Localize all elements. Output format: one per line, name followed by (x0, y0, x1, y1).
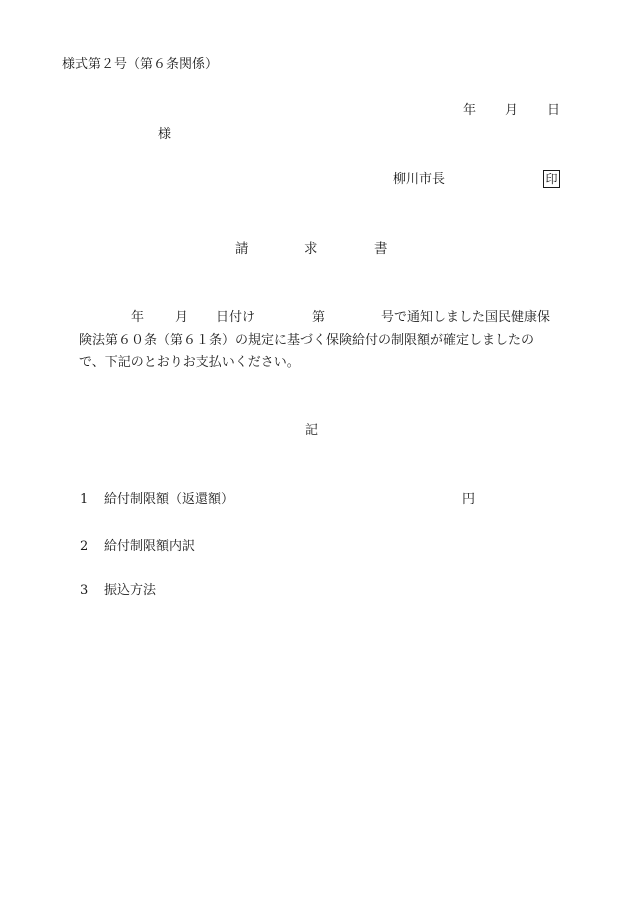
issuer-name: 柳川市長 (393, 172, 446, 187)
body-text-line3: で、下記のとおりお支払いください。 (79, 355, 300, 370)
item-label-breakdown: 給付制限額内訳 (104, 539, 196, 554)
item-number: 2 (80, 539, 89, 554)
document-title-char: 求 (304, 241, 318, 257)
addressee-suffix: 様 (158, 127, 172, 142)
document-title-char: 書 (374, 241, 388, 257)
ki-heading: 記 (305, 423, 319, 438)
date-day-label: 日 (547, 103, 561, 118)
document-title-char: 請 (235, 241, 249, 257)
body-month-label: 月 (175, 310, 189, 325)
seal-mark: 印 (543, 170, 560, 188)
item-label-benefit-limit: 給付制限額（返還額） (104, 492, 235, 507)
item-label-transfer-method: 振込方法 (104, 583, 157, 598)
date-year-label: 年 (463, 103, 477, 118)
body-year-label: 年 (131, 310, 145, 325)
date-month-label: 月 (505, 103, 519, 118)
body-day-label: 日付け (216, 310, 256, 325)
form-number: 様式第２号（第６条関係） (62, 57, 219, 72)
item-unit-yen: 円 (462, 492, 476, 507)
item-number: 3 (80, 583, 89, 598)
item-number: 1 (80, 492, 89, 507)
body-text-line2: 険法第６０条（第６１条）の規定に基づく保険給付の制限額が確定しましたの (79, 333, 535, 348)
body-number-prefix: 第 (312, 310, 326, 325)
body-text-line1: 号で通知しました国民健康保 (381, 310, 551, 325)
